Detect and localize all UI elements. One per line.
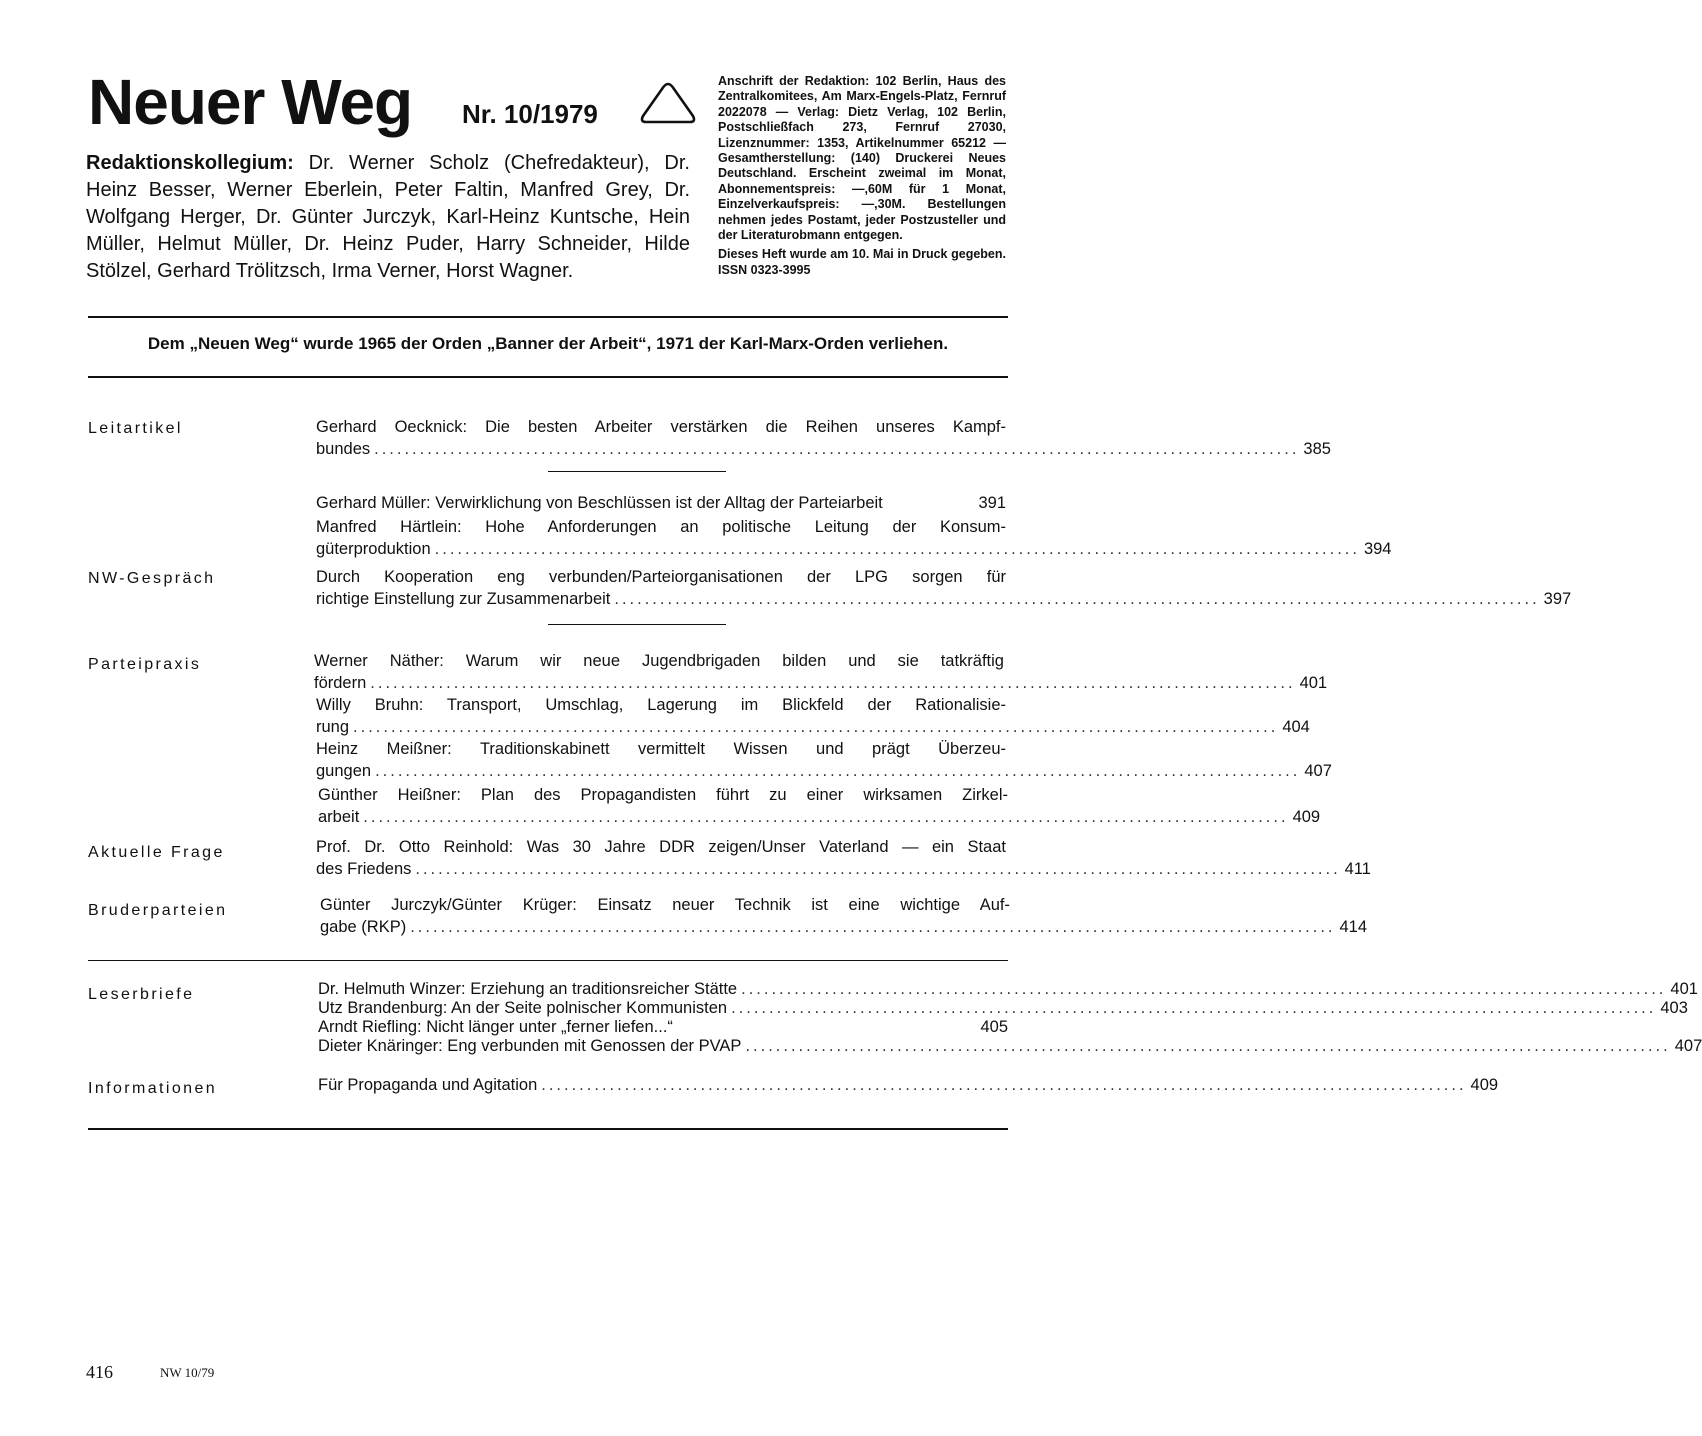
divider	[548, 471, 726, 472]
section-aktuelle-frage: Aktuelle Frage	[88, 844, 225, 861]
page-number: 401	[1299, 674, 1328, 692]
page-number: 391	[978, 494, 1006, 512]
footer-issue-ref: NW 10/79	[160, 1365, 215, 1380]
section-leitartikel: Leitartikel	[88, 420, 183, 437]
divider	[548, 624, 726, 625]
toc-entry: Willy Bruhn: Transport, Umschlag, Lagerung im Blickfeld der Rationalisie- rung .......................................................................................................................... 404	[316, 696, 1310, 736]
page-number: 405	[980, 1018, 1008, 1036]
toc-entry: Gerhard Oecknick: Die besten Arbeiter verstärken die Reihen unseres Kampf- bundes .......................................................................................................................... 385	[316, 418, 1331, 458]
toc-entry: Manfred Härtlein: Hohe Anforderungen an politische Leitung der Konsum- güterproduktion .......................................................................................................................... 394	[316, 518, 1392, 558]
page-number: 409	[1470, 1076, 1499, 1094]
toc-entry: Utz Brandenburg: An der Seite polnischer Kommunisten .......................................................................................................................... 403	[318, 999, 1688, 1017]
section-leserbriefe: Leserbriefe	[88, 986, 195, 1003]
imprint-address: Anschrift der Redaktion: 102 Berlin, Haus des Zentralkomitees, Am Marx-Engels-Platz, Fernruf 2022078 — Verlag: Dietz Verlag, 102 Berlin, Postschließfach 273, Fernruf 27030, Lizenznummer: 1353, Artikelnummer 65212 — Gesamtherstellung: (140) Druckerei Neues Deutschland. Erscheint zweimal im Monat, Abonnementspreis: —,60M für 1 Monat, Einzelverkaufspreis: —,30M. Bestellungen nehmen jedes Postamt, jeder Postzusteller und der Literaturobmann entgegen.	[718, 74, 1006, 243]
divider	[88, 1128, 1008, 1130]
section-bruderparteien: Bruderparteien	[88, 902, 228, 919]
page-number: 407	[1304, 762, 1332, 780]
section-parteipraxis: Parteipraxis	[88, 656, 202, 673]
divider	[88, 960, 1008, 961]
issue-number: Nr. 10/1979	[462, 99, 598, 129]
page-number: 409	[1292, 808, 1321, 826]
toc-entry: Prof. Dr. Otto Reinhold: Was 30 Jahre DDR zeigen/Unser Vaterland — ein Staat des Friedens .......................................................................................................................... 411	[316, 838, 1371, 878]
toc-entry: Heinz Meißner: Traditionskabinett vermittelt Wissen und prägt Überzeu- gungen .......................................................................................................................... 407	[316, 740, 1332, 780]
toc-entry: Für Propaganda und Agitation .......................................................................................................................... 409	[318, 1076, 1499, 1094]
page-number: 404	[1282, 718, 1310, 736]
footer-page-number: 416	[86, 1362, 113, 1382]
editorial-board-members: Dr. Werner Scholz (Chefredakteur), Dr. Heinz Besser, Werner Eberlein, Peter Faltin, Manfred Grey, Dr. Wolfgang Herger, Dr. Günter Jurczyk, Karl-Heinz Kuntsche, Hein Müller, Helmut Müller, Dr. Heinz Puder, Harry Schneider, Hilde Stölzel, Gerhard Trölitzsch, Irma Verner, Horst Wagner.	[86, 152, 690, 282]
magazine-title: Neuer Weg	[88, 66, 413, 138]
toc-entry: Gerhard Müller: Verwirklichung von Beschlüssen ist der Alltag der Parteiarbeit 391	[316, 494, 1006, 512]
toc-entry: Arndt Riefling: Nicht länger unter „ferner liefen...“ 405	[318, 1018, 1008, 1036]
editorial-board	[86, 150, 690, 285]
page-number: 385	[1303, 440, 1331, 458]
page-number: 397	[1543, 590, 1572, 608]
page-number: 394	[1363, 540, 1392, 558]
page-number: 411	[1344, 860, 1371, 878]
toc-entry: Dieter Knäringer: Eng verbunden mit Genossen der PVAP .......................................................................................................................... 407	[318, 1037, 1702, 1055]
divider	[88, 376, 1008, 378]
page-number: 401	[1670, 980, 1698, 998]
imprint-block	[718, 74, 1006, 278]
toc-entry: Günther Heißner: Plan des Propagandisten führt zu einer wirksamen Zirkel- arbeit .......................................................................................................................... 409	[318, 786, 1321, 826]
toc-entry: Durch Kooperation eng verbunden/Parteiorganisationen der LPG sorgen für richtige Einstellung zur Zusammenarbeit .......................................................................................................................... 397	[316, 568, 1572, 608]
page-number: 403	[1660, 999, 1688, 1017]
toc-entry: Werner Näther: Warum wir neue Jugendbrigaden bilden und sie tatkräftig fördern .......................................................................................................................... 401	[314, 652, 1328, 692]
triangle-logo-icon	[638, 80, 698, 126]
page-number: 407	[1674, 1037, 1702, 1055]
divider	[88, 316, 1008, 318]
editorial-board-label: Redaktionskollegium:	[86, 152, 294, 174]
section-informationen: Informationen	[88, 1080, 218, 1097]
toc-entry: Dr. Helmuth Winzer: Erziehung an traditionsreicher Stätte .......................................................................................................................... 401	[318, 980, 1698, 998]
award-statement: Dem „Neuen Weg“ wurde 1965 der Orden „Banner der Arbeit“, 1971 der Karl-Marx-Orden verliehen.	[147, 334, 949, 353]
page-number: 414	[1339, 918, 1368, 936]
imprint-print-note: Dieses Heft wurde am 10. Mai in Druck gegeben. ISSN 0323-3995	[718, 247, 1006, 277]
toc-entry: Günter Jurczyk/Günter Krüger: Einsatz neuer Technik ist eine wichtige Auf- gabe (RKP) .......................................................................................................................... 414	[320, 896, 1368, 936]
section-nw-gespraech: NW-Gespräch	[88, 570, 216, 587]
